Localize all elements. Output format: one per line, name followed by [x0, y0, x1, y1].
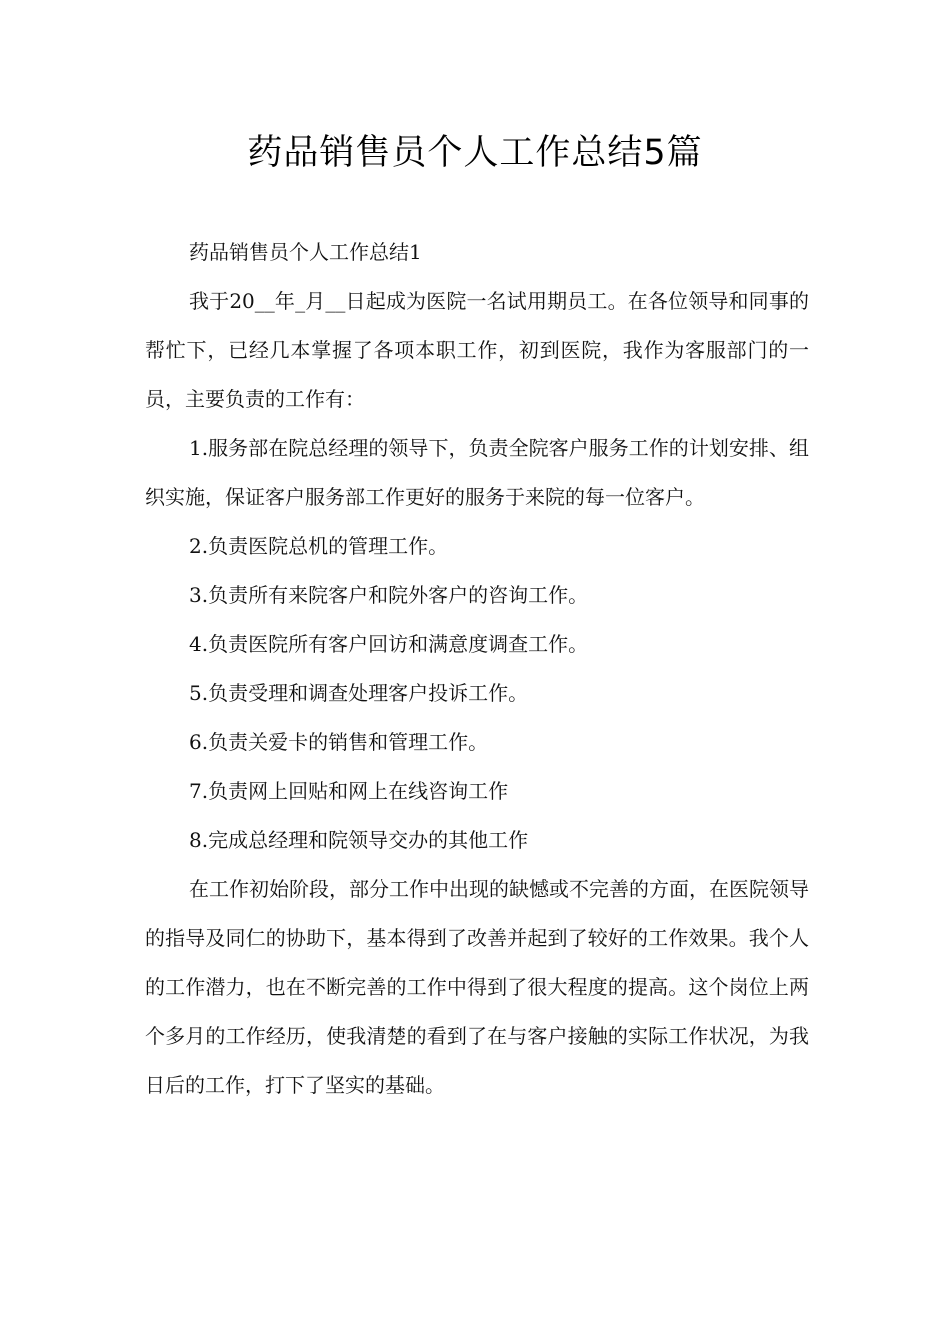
intro-paragraph: 我于20__年_月__日起成为医院一名试用期员工。在各位领导和同事的帮忙下，已经几本掌握了各项本职工作，初到医院，我作为客服部门的一员，主要负责的工作有：: [145, 289, 809, 411]
duty-item-2: 2.负责医院总机的管理工作。: [189, 534, 449, 558]
summary-paragraph: 在工作初始阶段，部分工作中出现的缺憾或不完善的方面，在医院领导的指导及同仁的协助下，基本得到了改善并起到了较好的工作效果。我个人的工作潜力，也在不断完善的工作中得到了很大程度的提高。这个岗位上两个多月的工作经历，使我清楚的看到了在与客户接触的实际工作状况，为我日后的工作，打下了坚实的基础。: [145, 877, 809, 1097]
duty-item-7: 7.负责网上回贴和网上在线咨询工作: [189, 779, 509, 803]
duty-item-6: 6.负责关爱卡的销售和管理工作。: [189, 730, 489, 754]
duty-item-8: 8.完成总经理和院领导交办的其他工作: [189, 828, 529, 852]
document-body: [145, 228, 809, 1110]
document-title: 药品销售员个人工作总结5篇: [247, 133, 703, 173]
duty-item-1: 1.服务部在院总经理的领导下，负责全院客户服务工作的计划安排、组织实施，保证客户服务部工作更好的服务于来院的每一位客户。: [145, 436, 809, 509]
duty-item-4: 4.负责医院所有客户回访和满意度调查工作。: [189, 632, 589, 656]
section-heading: 药品销售员个人工作总结1: [189, 240, 422, 264]
duty-item-5: 5.负责受理和调查处理客户投诉工作。: [189, 681, 529, 705]
duty-item-3: 3.负责所有来院客户和院外客户的咨询工作。: [189, 583, 589, 607]
